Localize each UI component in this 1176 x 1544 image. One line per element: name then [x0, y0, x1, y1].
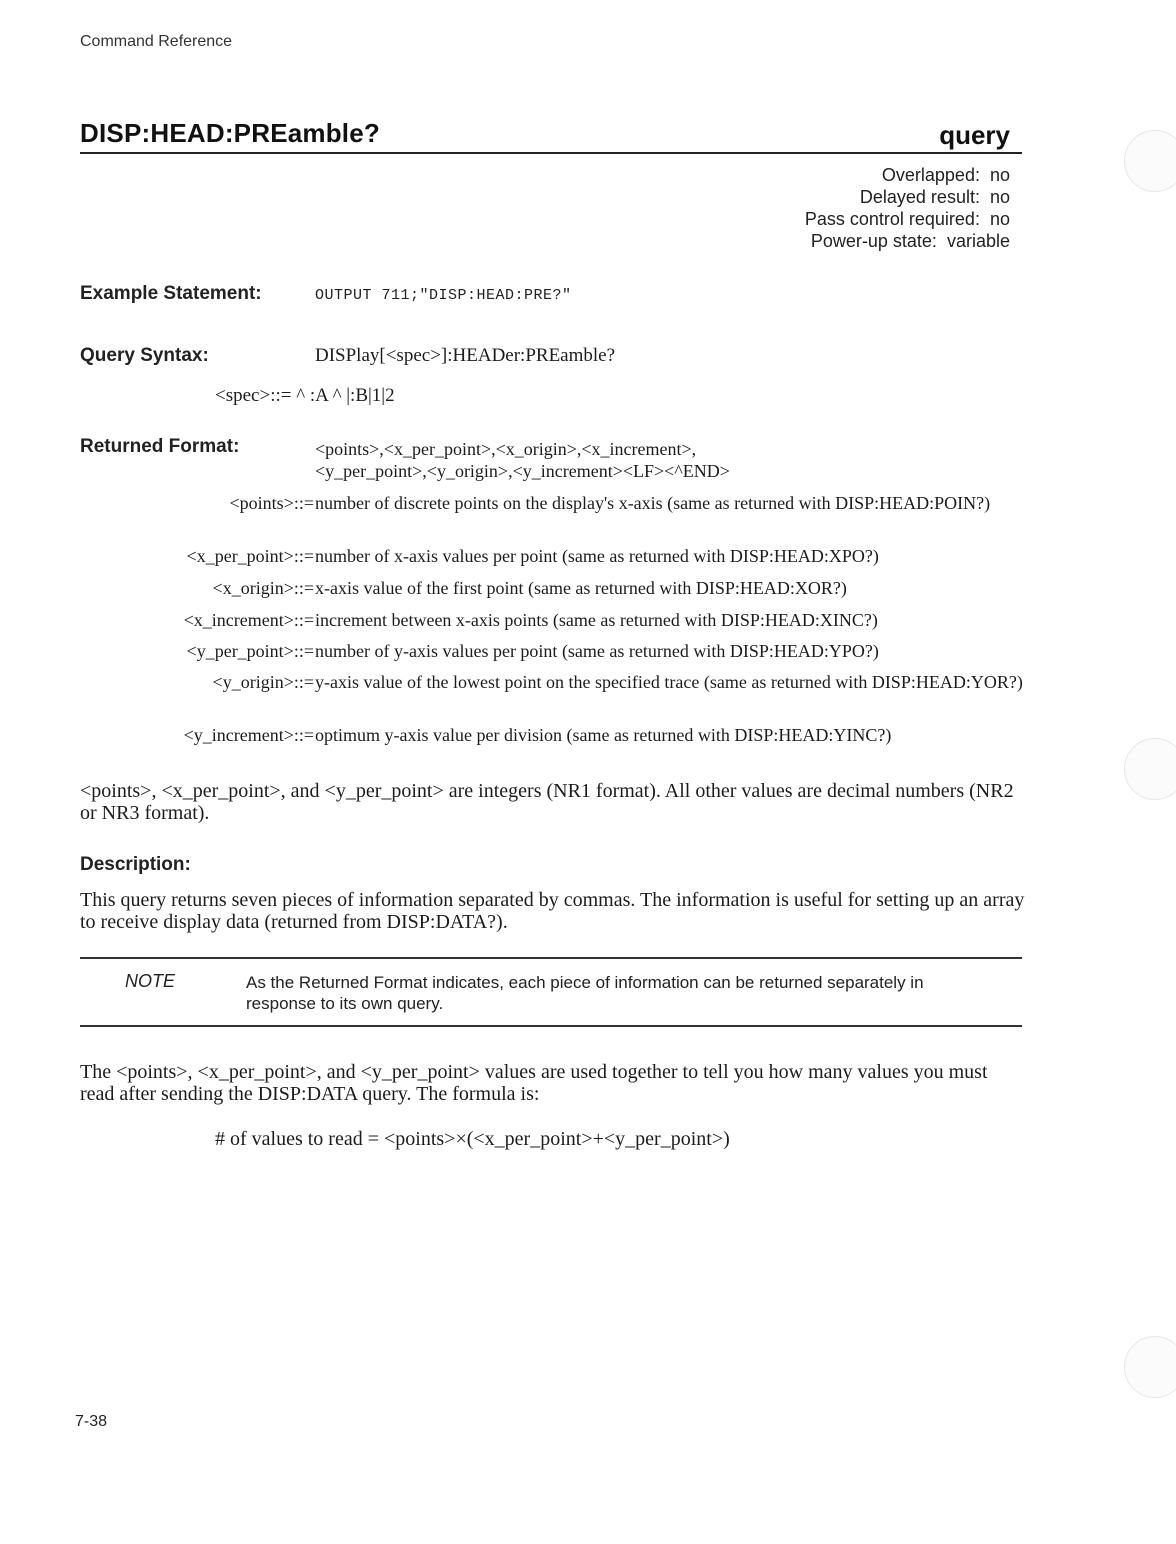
- property-power-up-state: Power-up state: variable: [810, 231, 1010, 251]
- definition-text: optimum y-axis value per division (same as returned with DISP:HEAD:YINC?): [315, 725, 892, 745]
- note-label: NOTE: [125, 971, 176, 991]
- binder-hole-top: [1124, 130, 1176, 192]
- returned-format-text: [315, 438, 730, 482]
- returned-format-line-2: <y_per_point>,<y_origin>,<y_increment><LF><^END>: [315, 461, 730, 481]
- definition-term: <points>::=: [229, 493, 314, 513]
- definition-term: <y_origin>::=: [212, 672, 314, 692]
- definition-text: x-axis value of the first point (same as returned with DISP:HEAD:XOR?): [315, 578, 847, 598]
- spec-definition: <spec>::= ^ :A ^ |:B|1|2: [215, 385, 395, 406]
- definition-text: number of x-axis values per point (same as returned with DISP:HEAD:XPO?): [315, 546, 879, 566]
- value-types-note: <points>, <x_per_point>, and <y_per_point> are integers (NR1 format). All other values are decimal numbers (NR2 or NR3 format).: [80, 780, 1014, 824]
- definition-text: y-axis value of the lowest point on the specified trace (same as returned with DISP:HEAD:YOR?): [315, 672, 1023, 692]
- returned-format-label: Returned Format:: [80, 436, 240, 457]
- query-syntax-text: DISPlay[<spec>]:HEADer:PREamble?: [315, 345, 616, 366]
- example-statement-code: OUTPUT 711;"DISP:HEAD:PRE?": [315, 287, 572, 304]
- note-top-rule: [80, 957, 1022, 959]
- description-label: Description:: [80, 854, 191, 875]
- definition-text: number of discrete points on the display's x-axis (same as returned with DISP:HEAD:POIN?): [315, 493, 991, 513]
- query-syntax-label: Query Syntax:: [80, 345, 209, 366]
- binder-hole-middle: [1124, 738, 1176, 800]
- page-number: 7-38: [75, 1413, 108, 1430]
- property-delayed-result: Delayed result: no: [859, 187, 1010, 207]
- running-head: Command Reference: [80, 33, 233, 50]
- definition-text: increment between x-axis points (same as returned with DISP:HEAD:XINC?): [315, 610, 878, 630]
- definition-term: <x_origin>::=: [212, 578, 314, 598]
- command-type: query: [939, 120, 1010, 150]
- returned-format-line-1: <points>,<x_per_point>,<x_origin>,<x_increment>,: [315, 439, 697, 459]
- binder-hole-bottom: [1124, 1336, 1176, 1398]
- description-text: This query returns seven pieces of information separated by commas. The information is useful for setting up an array to receive display data (returned from DISP:DATA?).: [80, 889, 1025, 933]
- usage-paragraph: The <points>, <x_per_point>, and <y_per_point> values are used together to tell you how many values you must read after sending the DISP:DATA query. The formula is:: [80, 1061, 988, 1105]
- properties-block: [805, 164, 1010, 252]
- values-formula: # of values to read = <points>×(<x_per_point>+<y_per_point>): [215, 1128, 730, 1150]
- definition-term: <y_increment>::=: [183, 725, 314, 745]
- note-text: As the Returned Format indicates, each piece of information can be returned separately in response to its own query.: [246, 973, 924, 1013]
- property-overlapped: Overlapped: no: [881, 165, 1010, 185]
- command-title: DISP:HEAD:PREamble?: [80, 118, 380, 148]
- definition-text: number of y-axis values per point (same as returned with DISP:HEAD:YPO?): [315, 641, 879, 661]
- title-rule: [80, 152, 1022, 154]
- example-statement-label: Example Statement:: [80, 283, 262, 304]
- definition-term: <x_per_point>::=: [186, 546, 314, 566]
- definition-term: <y_per_point>::=: [186, 641, 314, 661]
- note-bottom-rule: [80, 1025, 1022, 1027]
- definition-term: <x_increment>::=: [183, 610, 314, 630]
- property-pass-control: Pass control required: no: [804, 209, 1010, 229]
